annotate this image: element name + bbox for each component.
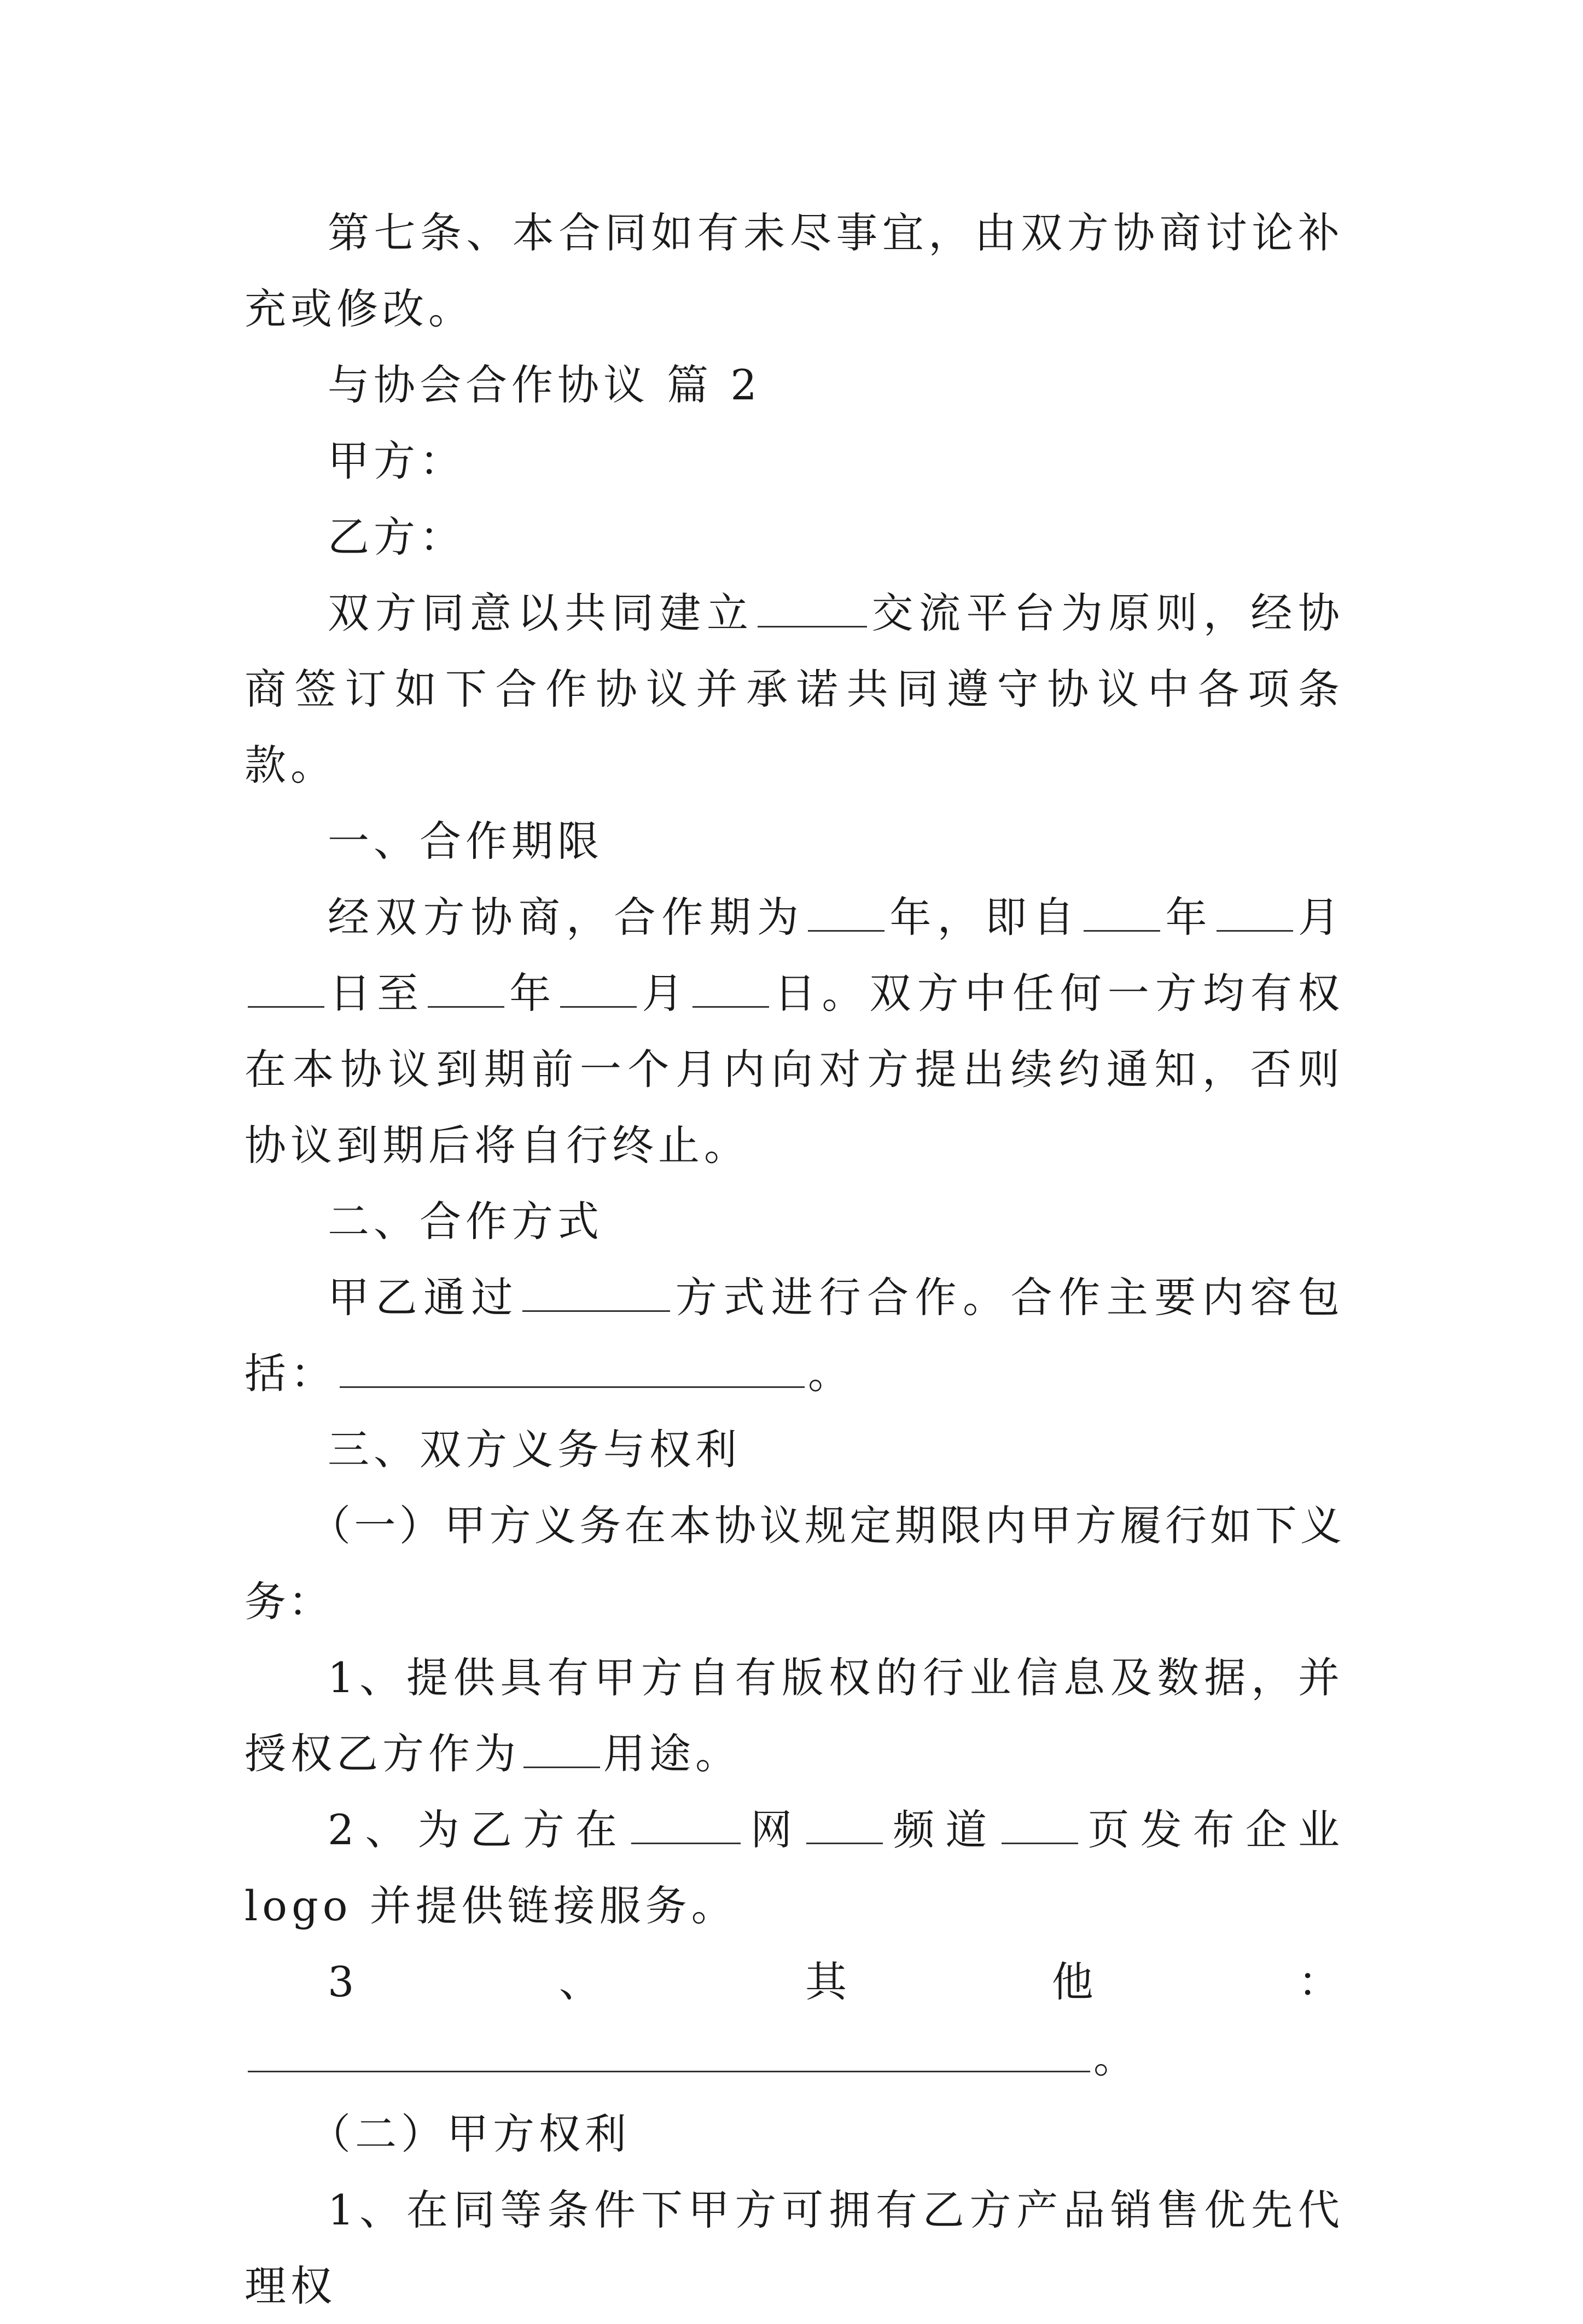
page-blank — [1002, 1808, 1078, 1844]
platform-blank — [758, 591, 867, 628]
section-two-heading: 二、合作方式 — [328, 1197, 603, 1246]
section-one-heading: 一、合作期限 — [328, 817, 603, 865]
channel-blank — [806, 1808, 883, 1844]
preamble-paragraph: 双方同意以共同建立 交流平台为原则，经协商签订如下合作协议并承诺共同遵守协议中各项条款。 — [245, 589, 1345, 789]
end-year-blank — [428, 971, 504, 1008]
other-blank — [248, 2036, 1090, 2072]
article-seven-paragraph: 第七条、本合同如有未尽事宜，由双方协商讨论补充或修改。 — [245, 208, 1344, 333]
party-a-rights-heading: （二）甲方权利 — [309, 2110, 631, 2158]
start-day-blank — [248, 971, 324, 1008]
method-blank — [522, 1275, 670, 1312]
start-year-blank — [1084, 895, 1160, 932]
end-day-blank — [692, 971, 769, 1008]
term-years-blank — [808, 895, 884, 932]
document-body — [245, 195, 1344, 2324]
term-paragraph: 经双方协商，合作期为 年，即自 年 月日至 年 月 日。双方中任何一方均有权在本协议到期前一个月内向对方提出续约通知，否则协议到期后将自行终止。 — [245, 893, 1345, 1170]
section-three-heading: 三、双方义务与权利 — [328, 1425, 741, 1474]
obligation-item-3: 3、其他：。 — [245, 1944, 1344, 2096]
agreement-title: 与协会合作协议 篇 2 — [328, 361, 761, 409]
content-blank — [340, 1351, 805, 1388]
rights-item-1: 1、在同等条件下甲方可拥有乙方产品销售优先代理权 — [245, 2186, 1344, 2310]
obligation-item-2: 2、为乙方在 网 频道 页发布企业 logo 并提供链接服务。 — [245, 1805, 1345, 1930]
end-month-blank — [560, 971, 637, 1008]
party-a-label: 甲方： — [328, 437, 465, 485]
party-b-label: 乙方： — [328, 513, 465, 561]
obligation-item-1: 1、提供具有甲方自有版权的行业信息及数据，并授权乙方作为 用途。 — [245, 1653, 1344, 1778]
website-blank — [631, 1808, 741, 1844]
usage-blank — [523, 1732, 600, 1768]
cooperation-method-paragraph: 甲乙通过 方式进行合作。合作主要内容包括： 。 — [245, 1273, 1345, 1398]
start-month-blank — [1217, 895, 1293, 932]
party-a-obligations-heading: （一）甲方义务在本协议规定期限内甲方履行如下义务： — [245, 1501, 1344, 1626]
